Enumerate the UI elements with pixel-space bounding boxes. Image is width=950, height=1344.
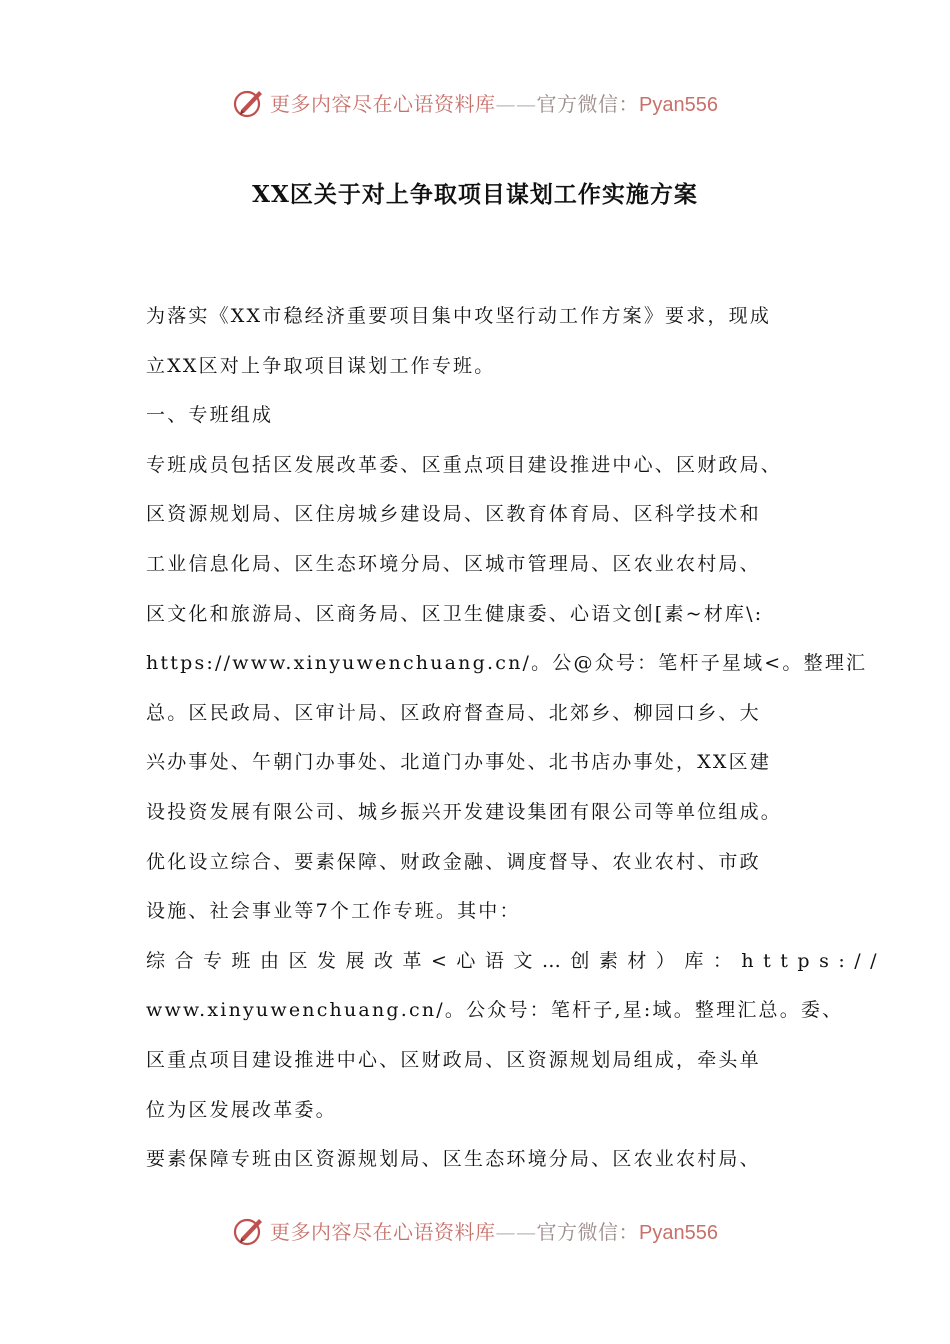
header-watermark-banner — [0, 80, 950, 124]
body-line: 区重点项目建设推进中心、区财政局、区资源规划局组成，牵头单 — [146, 1048, 761, 1071]
quill-logo-icon — [232, 1213, 266, 1247]
body-line: 区文化和旅游局、区商务局、区卫生健康委、心语文创[素~材库\: — [146, 602, 764, 625]
quill-logo-icon — [232, 85, 266, 119]
body-line: 工业信息化局、区生态环境分局、区城市管理局、区农业农村局、 — [146, 552, 761, 575]
body-line: 为落实《XX市稳经济重要项目集中攻坚行动工作方案》要求，现成 — [146, 305, 772, 327]
body-line: 设施、社会事业等7个工作专班。其中： — [146, 900, 521, 923]
body-line: https://www.xinyuwenchuang.cn/。公@众号：笔杆子星域<。整理汇 — [146, 652, 868, 675]
body-line: 兴办事处、午朝门办事处、北道门办事处、北书店办事处，XX区建 — [146, 751, 772, 774]
body-line: 优化设立综合、要素保障、财政金融、调度督导、农业农村、市政 — [146, 850, 761, 873]
body-line: 专班成员包括区发展改革委、区重点项目建设推进中心、区财政局、 — [146, 453, 783, 476]
body-line: 综合专班由区发展改革<心语文…创素材）库：https:// — [146, 949, 887, 972]
watermark-text: 更多内容尽在心语资料库——官方微信：Pyan556 — [270, 91, 718, 116]
document-body — [146, 292, 887, 1185]
body-line: 位为区发展改革委。 — [146, 1098, 337, 1121]
body-line: www.xinyuwenchuang.cn/。公众号：笔杆子,星:域。整理汇总。委、 — [146, 999, 844, 1022]
body-line: 设投资发展有限公司、城乡振兴开发建设集团有限公司等单位组成。 — [146, 800, 783, 823]
body-line: 区资源规划局、区住房城乡建设局、区教育体育局、区科学技术和 — [146, 503, 761, 526]
body-line: 总。区民政局、区审计局、区政府督查局、北郊乡、柳园口乡、大 — [146, 701, 761, 724]
body-line: 立XX区对上争取项目谋划工作专班。 — [146, 354, 496, 377]
document-title: XX区关于对上争取项目谋划工作实施方案 — [252, 181, 698, 208]
footer-watermark-banner — [0, 1208, 950, 1252]
body-line: 要素保障专班由区资源规划局、区生态环境分局、区农业农村局、 — [146, 1148, 761, 1171]
section-heading: 一、专班组成 — [146, 404, 274, 427]
watermark-text: 更多内容尽在心语资料库——官方微信：Pyan556 — [270, 1219, 718, 1244]
